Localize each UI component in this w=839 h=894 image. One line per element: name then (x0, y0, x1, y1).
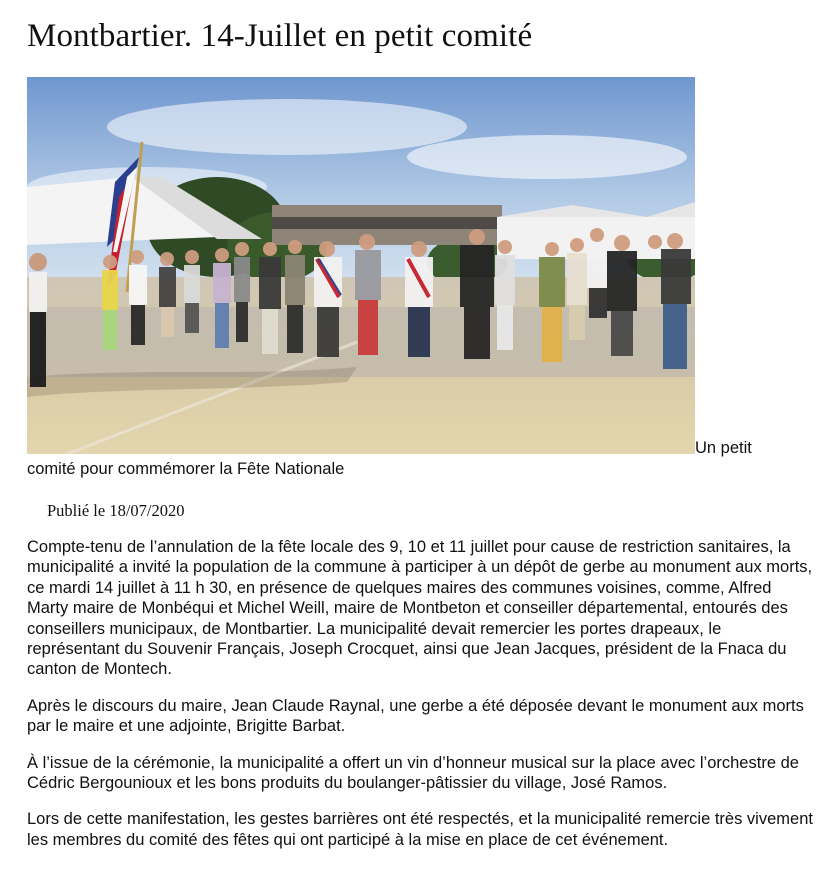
article-photo (27, 77, 695, 454)
photo-caption-part2: comité pour commémorer la Fête Nationale (27, 460, 345, 478)
photo-block (27, 77, 827, 478)
paragraph-3: À l’issue de la cérémonie, la municipalité a offert un vin d’honneur musical sur la place avec l’orchestre de Cédric Bergounioux et les bons produits du boulanger-pâtissier du village, José Ramos. (27, 753, 799, 793)
ceremony-photo-illustration (27, 77, 695, 454)
article-body (27, 537, 817, 866)
paragraph-1: Compte-tenu de l’annulation de la fête locale des 9, 10 et 11 juillet pour cause de restriction sanitaires, la municipalité a invité la population de la commune à participer à un dépôt de gerbe au monument aux morts, ce mardi 14 juillet à 11 h 30, en présence de quelques maires des communes voisines, comme, Alfred Marty maire de Monbéqui et Michel Weill, maire de Montbeton et conseiller départemental, entourés des conseillers municipaux, de Montbartier. La municipalité devait remercier les portes drapeaux, le représentant du Souvenir Français, Joseph Crocquet, ainsi que Jean Jacques, président de la Fnaca du canton de Montech. (27, 538, 813, 679)
paragraph-4: Lors de cette manifestation, les gestes barrières ont été respectés, et la municipalité remercie très vivement les membres du comité des fêtes qui ont participé à la mise en place de cet événement. (27, 810, 813, 849)
photo-caption-part1: Un petit (695, 439, 752, 457)
publication-date: Publié le 18/07/2020 (47, 501, 185, 520)
article-title: Montbartier. 14-Juillet en petit comité (27, 18, 533, 54)
paragraph-2: Après le discours du maire, Jean Claude Raynal, une gerbe a été déposée devant le monument aux morts par le maire et une adjointe, Brigitte Barbat. (27, 696, 804, 736)
